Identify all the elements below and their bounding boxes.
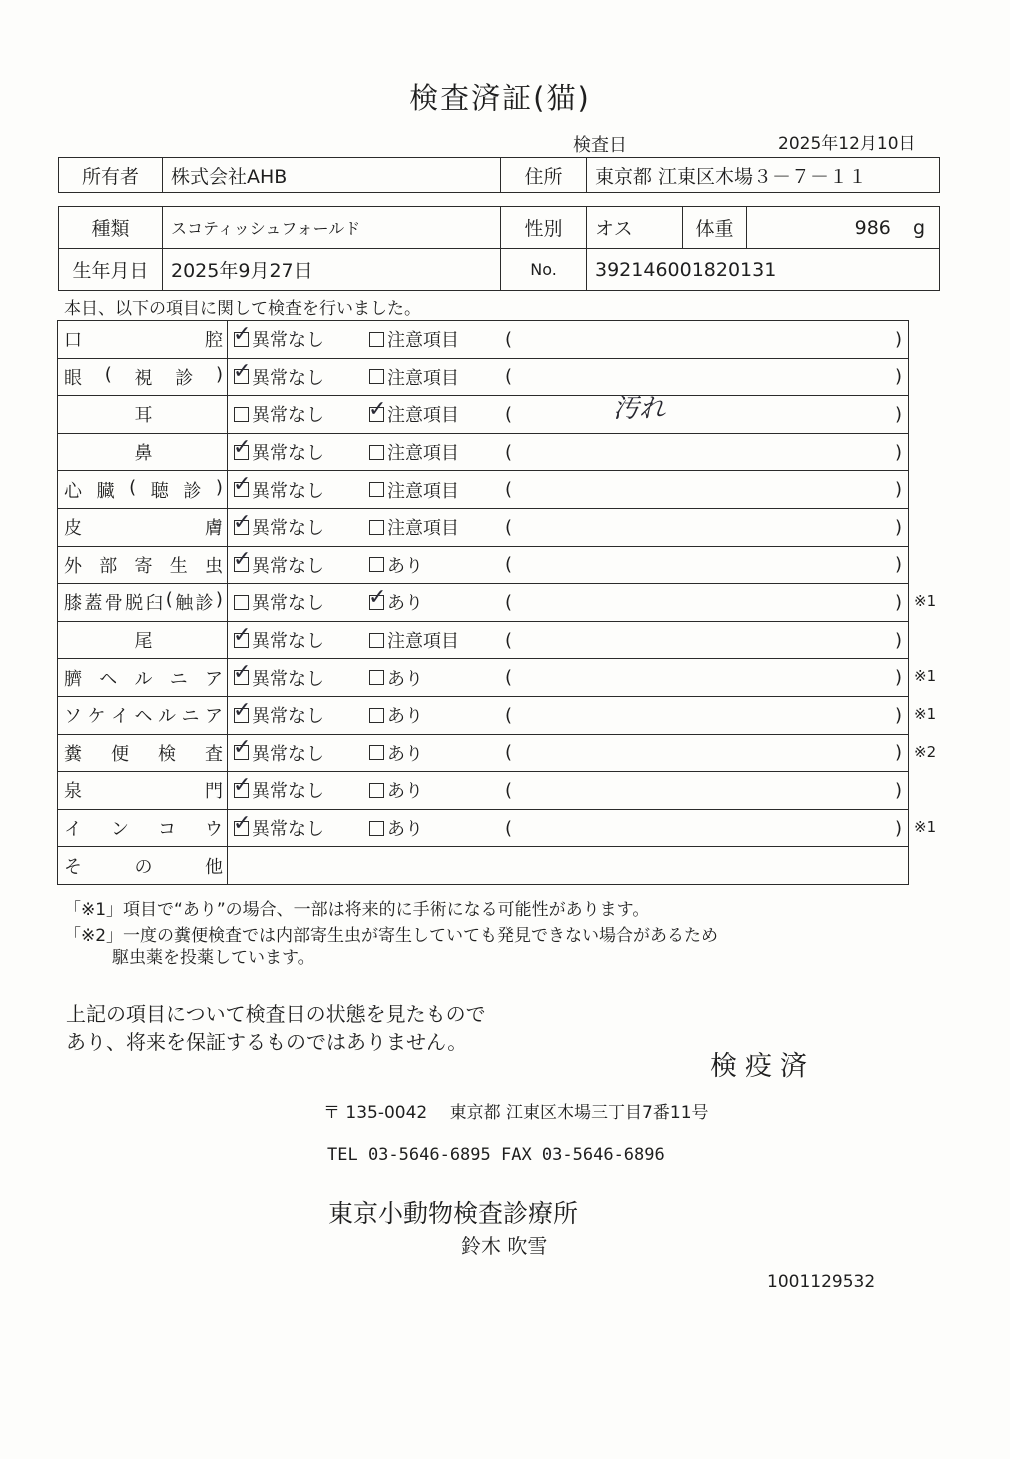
comment-paren-close: ) bbox=[894, 441, 902, 463]
exam-row bbox=[58, 508, 909, 546]
option-label: あり bbox=[387, 743, 423, 765]
exam-row bbox=[58, 433, 909, 471]
exam-item-char: 診 bbox=[175, 367, 194, 389]
comment-paren-open: ( bbox=[505, 591, 513, 613]
owner-label: 所有者 bbox=[59, 158, 163, 193]
option-attention[interactable] bbox=[369, 665, 423, 691]
option-attention[interactable] bbox=[369, 777, 423, 803]
exam-row bbox=[58, 321, 909, 359]
option-attention[interactable] bbox=[369, 815, 423, 841]
checkbox-icon[interactable] bbox=[369, 445, 384, 460]
exam-item-label bbox=[64, 364, 223, 390]
option-label: 注意項目 bbox=[387, 518, 459, 540]
comment-paren-close: ) bbox=[894, 629, 902, 651]
owner-table bbox=[58, 157, 940, 193]
option-normal[interactable] bbox=[233, 660, 324, 691]
checkbox-icon[interactable] bbox=[233, 772, 252, 798]
exam-item-name bbox=[58, 396, 228, 434]
option-normal[interactable] bbox=[233, 321, 324, 352]
comment-paren-close: ) bbox=[894, 817, 902, 839]
exam-item-char: 心 bbox=[64, 480, 82, 502]
exam-item-char: 脱 bbox=[125, 593, 144, 615]
checkbox-icon[interactable] bbox=[233, 622, 252, 648]
exam-item-char: 糞 bbox=[64, 743, 82, 765]
checkbox-icon[interactable] bbox=[369, 520, 384, 535]
exam-item-name bbox=[58, 772, 228, 810]
checkbox-icon[interactable] bbox=[233, 697, 252, 723]
exam-item-name bbox=[58, 358, 228, 396]
exam-row bbox=[58, 396, 909, 434]
exam-item-label bbox=[64, 777, 223, 803]
exam-options-cell bbox=[228, 321, 909, 359]
option-normal[interactable] bbox=[233, 359, 324, 390]
exam-item-char: 診 bbox=[183, 480, 202, 502]
exam-item-char: ル bbox=[158, 706, 176, 728]
option-label: 注意項目 bbox=[387, 631, 459, 653]
exam-row bbox=[58, 734, 909, 772]
option-normal[interactable] bbox=[233, 772, 324, 803]
exam-item-char: 査 bbox=[205, 743, 223, 765]
exam-options-cell bbox=[228, 734, 909, 772]
exam-item-char: ウ bbox=[205, 819, 223, 841]
checkmark-icon: ✓ bbox=[233, 622, 252, 648]
clinic-phone-fax: TEL 03-5646-6895 FAX 03-5646-6896 bbox=[327, 1145, 665, 1165]
option-normal[interactable] bbox=[233, 547, 324, 578]
checkbox-icon[interactable] bbox=[369, 557, 384, 572]
option-label: 異常なし bbox=[252, 668, 324, 690]
exam-item-name bbox=[58, 508, 228, 546]
weight-label: 体重 bbox=[683, 207, 747, 249]
exam-item-char: 視 bbox=[134, 367, 153, 389]
comment-paren-close: ) bbox=[894, 704, 902, 726]
checkmark-icon: ✓ bbox=[368, 396, 387, 422]
exam-item-char: 口 bbox=[64, 330, 82, 352]
exam-item-char: ソ bbox=[64, 706, 82, 728]
exam-item-name bbox=[58, 734, 228, 772]
checkmark-icon: ✓ bbox=[233, 321, 252, 347]
exam-item-name bbox=[58, 696, 228, 734]
exam-options-cell bbox=[228, 396, 909, 434]
exam-item-char: 便 bbox=[111, 743, 129, 765]
checkbox-icon[interactable] bbox=[234, 407, 249, 422]
option-normal[interactable] bbox=[233, 735, 324, 766]
exam-item-char: 門 bbox=[205, 781, 223, 803]
exam-item-char: ケ bbox=[87, 706, 106, 728]
comment-paren-open: ( bbox=[505, 667, 513, 689]
option-label: 異常なし bbox=[252, 518, 324, 540]
checkbox-icon[interactable] bbox=[233, 509, 252, 535]
option-normal[interactable] bbox=[233, 434, 324, 465]
exam-row bbox=[58, 358, 909, 396]
exam-item-char: 臼 bbox=[145, 593, 164, 615]
exam-item-label bbox=[64, 740, 223, 766]
exam-footnote-ref: ※1 bbox=[914, 705, 937, 723]
exam-footnote-ref: ※1 bbox=[914, 817, 937, 836]
exam-options-cell bbox=[228, 659, 909, 697]
exam-item-char: 膝 bbox=[64, 593, 82, 615]
exam-item-char: 診 bbox=[195, 593, 214, 615]
exam-item-char: イ bbox=[64, 819, 82, 841]
checkmark-icon: ✓ bbox=[233, 660, 252, 686]
option-attention[interactable] bbox=[369, 740, 423, 766]
birth-value: 2025年9月27日 bbox=[163, 249, 501, 291]
exam-options-cell bbox=[228, 546, 909, 584]
exam-item-label bbox=[64, 702, 223, 728]
comment-paren-open: ( bbox=[505, 779, 513, 801]
checkbox-icon[interactable] bbox=[369, 332, 384, 347]
option-label: あり bbox=[387, 593, 423, 615]
checkbox-icon[interactable] bbox=[369, 745, 384, 760]
exam-item-char: 聴 bbox=[150, 480, 169, 502]
exam-item-char: 検 bbox=[158, 743, 176, 765]
option-attention[interactable] bbox=[368, 396, 459, 427]
exam-options-cell bbox=[228, 584, 909, 622]
checkbox-icon[interactable] bbox=[369, 670, 384, 685]
exam-options-cell bbox=[228, 696, 909, 734]
exam-item-char: 臓 bbox=[96, 480, 115, 502]
clinic-name: 東京小動物検査診療所 bbox=[328, 1199, 579, 1228]
exam-item-label bbox=[64, 439, 223, 465]
footnote-1: 「※1」項目で“あり”の場合、一部は将来的に手術になる可能性があります。 bbox=[64, 900, 650, 920]
footnote-2-cont: 駆虫薬を投薬しています。 bbox=[112, 948, 315, 968]
exam-options-cell bbox=[228, 508, 909, 546]
exam-row bbox=[58, 546, 909, 584]
option-label: 異常なし bbox=[252, 480, 324, 502]
exam-row bbox=[58, 621, 909, 659]
comment-paren-open: ( bbox=[505, 479, 513, 501]
exam-item-char: そ bbox=[64, 856, 82, 878]
document-title: 検査済証(猫) bbox=[409, 81, 591, 115]
exam-row bbox=[58, 772, 909, 810]
exam-item-name bbox=[58, 847, 228, 885]
exam-item-name bbox=[58, 321, 228, 359]
exam-item-char: 膚 bbox=[205, 518, 223, 540]
option-label: 異常なし bbox=[252, 743, 324, 765]
checkbox-icon[interactable] bbox=[368, 396, 387, 422]
animal-table bbox=[58, 206, 940, 291]
option-label: 注意項目 bbox=[387, 443, 459, 465]
comment-paren-close: ) bbox=[894, 366, 902, 388]
option-label: あり bbox=[387, 781, 423, 803]
checkbox-icon[interactable] bbox=[233, 660, 252, 686]
exam-row bbox=[58, 659, 909, 697]
checkbox-icon[interactable] bbox=[369, 708, 384, 723]
exam-table bbox=[57, 320, 909, 885]
checkmark-icon: ✓ bbox=[233, 472, 252, 498]
exam-item-char: イ bbox=[111, 706, 129, 728]
comment-paren-open: ( bbox=[505, 629, 513, 651]
option-label: 異常なし bbox=[252, 367, 324, 389]
exam-item-char: 骨 bbox=[104, 593, 123, 615]
exam-row bbox=[58, 809, 909, 847]
exam-item-label bbox=[64, 477, 223, 503]
option-label: 注意項目 bbox=[387, 405, 459, 427]
exam-options-cell bbox=[228, 847, 909, 885]
exam-item-char: ヘ bbox=[99, 668, 118, 690]
option-attention[interactable] bbox=[369, 477, 459, 503]
option-normal[interactable] bbox=[233, 697, 324, 728]
comment-paren-close: ) bbox=[894, 479, 902, 501]
comment-paren-open: ( bbox=[505, 441, 513, 463]
quarantine-stamp: 検疫済 bbox=[710, 1051, 815, 1082]
exam-item-char: 眼 bbox=[64, 367, 82, 389]
checkmark-icon: ✓ bbox=[233, 547, 252, 573]
exam-date-value: 2025年12月10日 bbox=[778, 134, 916, 154]
exam-footnote-ref: ※1 bbox=[914, 592, 937, 611]
exam-options-cell bbox=[228, 471, 909, 509]
address-label: 住所 bbox=[501, 158, 587, 193]
exam-options-cell bbox=[228, 433, 909, 471]
option-label: 異常なし bbox=[252, 819, 324, 841]
exam-item-char: 泉 bbox=[64, 781, 82, 803]
exam-item-char: 部 bbox=[99, 555, 118, 577]
exam-item-char: ニ bbox=[181, 706, 200, 728]
comment-paren-open: ( bbox=[505, 554, 513, 576]
exam-options-cell bbox=[228, 621, 909, 659]
exam-options-cell bbox=[228, 358, 909, 396]
checkbox-icon[interactable] bbox=[369, 783, 384, 798]
option-normal[interactable] bbox=[233, 810, 324, 841]
checkbox-icon[interactable] bbox=[233, 434, 252, 460]
option-label: 異常なし bbox=[252, 555, 324, 577]
exam-item-char: コ bbox=[158, 819, 176, 841]
option-label: あり bbox=[387, 706, 423, 728]
exam-item-char: ( bbox=[129, 476, 137, 498]
option-label: 異常なし bbox=[252, 706, 324, 728]
option-attention[interactable] bbox=[369, 514, 459, 540]
no-value: 392146001820131 bbox=[587, 249, 940, 291]
exam-item-name bbox=[58, 809, 228, 847]
weight-unit: g bbox=[912, 216, 925, 239]
exam-item-char: ア bbox=[205, 706, 223, 728]
checkbox-icon[interactable] bbox=[234, 595, 249, 610]
checkbox-icon[interactable] bbox=[369, 821, 384, 836]
comment-paren-open: ( bbox=[505, 366, 513, 388]
option-label: 異常なし bbox=[252, 443, 324, 465]
option-label: 注意項目 bbox=[387, 480, 459, 502]
checkmark-icon: ✓ bbox=[233, 509, 252, 535]
exam-item-char: ン bbox=[111, 819, 129, 841]
checkbox-icon[interactable] bbox=[233, 735, 252, 761]
exam-row bbox=[58, 471, 909, 509]
option-label: 異常なし bbox=[252, 405, 324, 427]
checkmark-icon: ✓ bbox=[233, 810, 252, 836]
weight-value: 986 bbox=[854, 216, 891, 239]
intro-text: 本日、以下の項目に関して検査を行いました。 bbox=[64, 299, 421, 319]
exam-item-name bbox=[58, 584, 228, 622]
exam-item-char: ヘ bbox=[134, 706, 153, 728]
option-normal[interactable] bbox=[233, 509, 324, 540]
option-label: 異常なし bbox=[252, 781, 324, 803]
exam-item-name bbox=[58, 659, 228, 697]
footnote-2: 「※2」一度の糞便検査では内部寄生虫が寄生していても発見できない場合があるため bbox=[64, 926, 719, 946]
comment-paren-open: ( bbox=[505, 704, 513, 726]
comment-paren-open: ( bbox=[505, 516, 513, 538]
exam-item-char: ニ bbox=[169, 668, 188, 690]
option-label: あり bbox=[387, 555, 423, 577]
sex-value: オス bbox=[587, 207, 683, 249]
checkbox-icon[interactable] bbox=[369, 482, 384, 497]
exam-item-label bbox=[64, 815, 223, 841]
exam-row bbox=[58, 696, 909, 734]
option-label: 異常なし bbox=[252, 593, 324, 615]
exam-options-cell bbox=[228, 809, 909, 847]
sex-label: 性別 bbox=[501, 207, 587, 249]
exam-row bbox=[58, 847, 909, 885]
option-label: あり bbox=[387, 819, 423, 841]
option-attention[interactable] bbox=[369, 702, 423, 728]
no-label: No. bbox=[501, 249, 587, 291]
exam-footnote-ref: ※1 bbox=[914, 667, 937, 686]
option-normal[interactable] bbox=[233, 472, 324, 503]
exam-item-label bbox=[64, 853, 223, 879]
comment-paren-open: ( bbox=[505, 328, 513, 350]
exam-item-label bbox=[64, 514, 223, 540]
exam-item-char: 皮 bbox=[64, 518, 82, 540]
weight-cell bbox=[747, 207, 940, 249]
exam-item-char: 臍 bbox=[64, 668, 82, 690]
checkbox-icon[interactable] bbox=[233, 359, 252, 385]
exam-item-char: 耳 bbox=[134, 405, 153, 427]
exam-item-label bbox=[64, 326, 223, 352]
checkmark-icon: ✓ bbox=[233, 735, 252, 761]
option-normal[interactable] bbox=[234, 589, 324, 615]
option-attention[interactable] bbox=[369, 364, 459, 390]
option-attention[interactable] bbox=[369, 627, 459, 653]
exam-item-char: 鼻 bbox=[134, 443, 153, 465]
exam-item-char: 蓋 bbox=[84, 593, 103, 615]
option-label: 異常なし bbox=[252, 631, 324, 653]
option-attention[interactable] bbox=[368, 584, 423, 615]
checkbox-icon[interactable] bbox=[233, 810, 252, 836]
exam-item-name bbox=[58, 621, 228, 659]
comment-paren-close: ) bbox=[894, 779, 902, 801]
checkbox-icon[interactable] bbox=[233, 547, 252, 573]
exam-item-name bbox=[58, 433, 228, 471]
comment-paren-close: ) bbox=[894, 667, 902, 689]
checkbox-icon[interactable] bbox=[233, 321, 252, 347]
exam-item-char: 虫 bbox=[205, 555, 223, 577]
address-value: 東京都 江東区木場３－７－１１ bbox=[587, 158, 940, 193]
checkmark-icon: ✓ bbox=[233, 434, 252, 460]
exam-row bbox=[58, 584, 909, 622]
option-attention[interactable] bbox=[369, 439, 459, 465]
option-normal[interactable] bbox=[233, 622, 324, 653]
exam-item-char: 生 bbox=[169, 555, 188, 577]
exam-item-char: 他 bbox=[205, 856, 223, 878]
exam-item-char: ル bbox=[134, 668, 153, 690]
comment-paren-close: ) bbox=[894, 403, 902, 425]
option-normal[interactable] bbox=[234, 401, 324, 427]
exam-item-char: ( bbox=[165, 589, 173, 611]
exam-item-label bbox=[64, 627, 223, 653]
exam-item-name bbox=[58, 471, 228, 509]
exam-item-char: 尾 bbox=[134, 631, 153, 653]
exam-item-char: 腔 bbox=[205, 330, 223, 352]
exam-item-char: ( bbox=[104, 363, 112, 385]
breed-label: 種類 bbox=[59, 207, 163, 249]
exam-item-label bbox=[64, 589, 223, 615]
option-label: 注意項目 bbox=[387, 367, 459, 389]
exam-options-cell bbox=[228, 772, 909, 810]
comment-paren-close: ) bbox=[894, 591, 902, 613]
exam-item-char: 触 bbox=[175, 593, 194, 615]
birth-label: 生年月日 bbox=[59, 249, 163, 291]
option-label: 注意項目 bbox=[387, 330, 459, 352]
disclaimer-text: 上記の項目について検査日の状態を見たものであり、将来を保証するものではありません。 bbox=[66, 1002, 486, 1054]
exam-item-char: 寄 bbox=[134, 555, 153, 577]
exam-item-label bbox=[64, 401, 223, 427]
option-label: 異常なし bbox=[252, 330, 324, 352]
option-label: あり bbox=[387, 668, 423, 690]
serial-number: 1001129532 bbox=[767, 1272, 876, 1292]
checkmark-icon: ✓ bbox=[233, 772, 252, 798]
exam-item-char: の bbox=[134, 856, 153, 878]
checkmark-icon: ✓ bbox=[233, 697, 252, 723]
option-attention[interactable] bbox=[369, 326, 459, 352]
comment-paren-open: ( bbox=[505, 817, 513, 839]
handwritten-comment: 汚れ bbox=[613, 394, 666, 425]
clinic-address: 〒 135-0042 東京都 江東区木場三丁目7番11号 bbox=[323, 1103, 709, 1123]
comment-paren-open: ( bbox=[505, 742, 513, 764]
exam-item-char: ) bbox=[215, 476, 223, 498]
checkbox-icon[interactable] bbox=[369, 369, 384, 384]
breed-value: スコティッシュフォールド bbox=[163, 207, 501, 249]
comment-paren-close: ) bbox=[894, 742, 902, 764]
exam-item-char: ア bbox=[205, 668, 223, 690]
exam-footnote-ref: ※2 bbox=[914, 742, 937, 761]
exam-item-char: ) bbox=[215, 363, 223, 385]
comment-paren-close: ) bbox=[894, 554, 902, 576]
comment-paren-close: ) bbox=[894, 328, 902, 350]
checkbox-icon[interactable] bbox=[368, 584, 387, 610]
comment-paren-close: ) bbox=[894, 516, 902, 538]
inspector-name: 鈴木 吹雪 bbox=[461, 1234, 548, 1258]
checkbox-icon[interactable] bbox=[233, 472, 252, 498]
checkbox-icon[interactable] bbox=[369, 633, 384, 648]
comment-paren-open: ( bbox=[505, 403, 513, 425]
owner-value: 株式会社AHB bbox=[163, 158, 501, 193]
exam-item-char: 外 bbox=[64, 555, 82, 577]
checkmark-icon: ✓ bbox=[368, 584, 387, 610]
exam-item-char: ) bbox=[215, 589, 223, 611]
exam-item-name bbox=[58, 546, 228, 584]
exam-item-label bbox=[64, 665, 223, 691]
option-attention[interactable] bbox=[369, 552, 423, 578]
checkmark-icon: ✓ bbox=[233, 359, 252, 385]
exam-date-label: 検査日 bbox=[573, 135, 627, 156]
exam-item-label bbox=[64, 552, 223, 578]
